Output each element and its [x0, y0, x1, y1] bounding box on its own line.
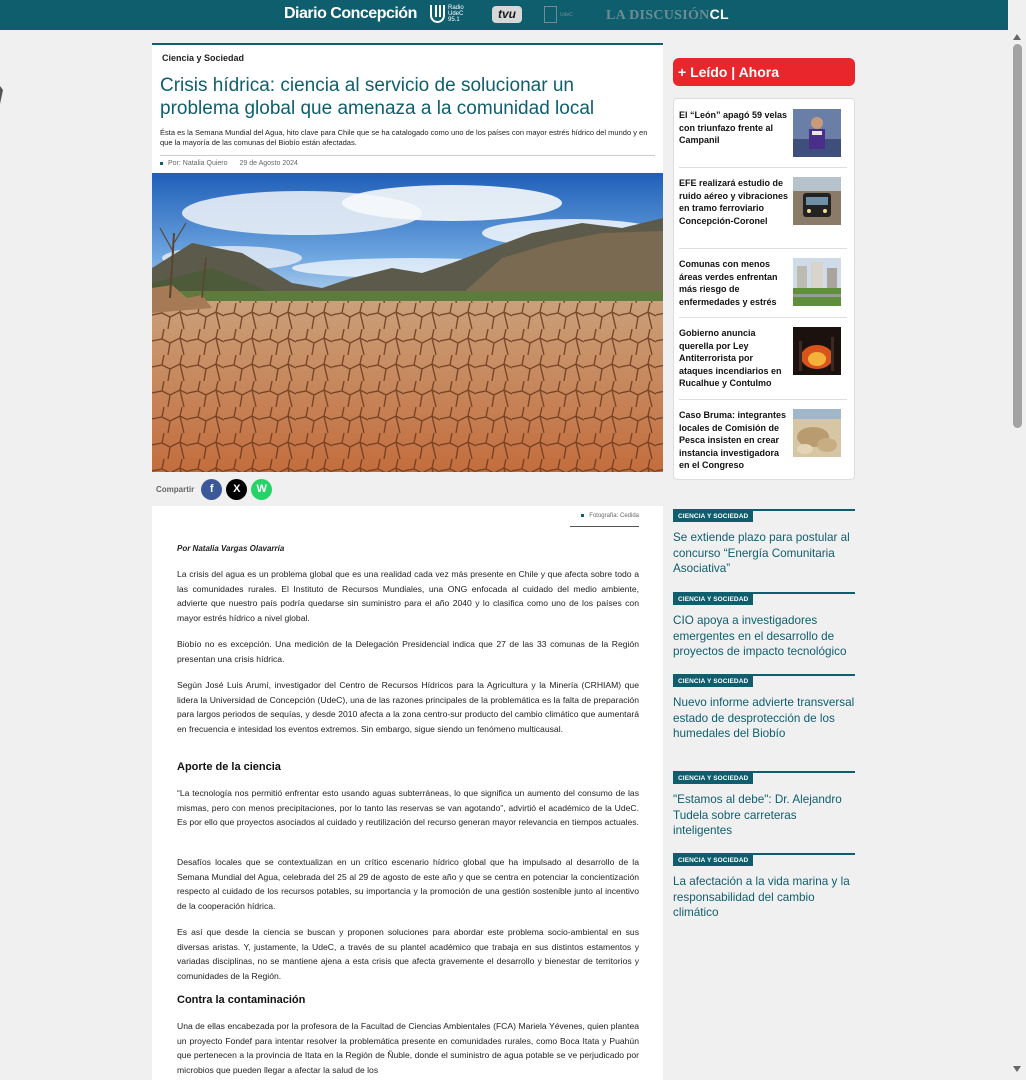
soccer-player-thumbnail-icon[interactable]: [793, 109, 841, 157]
article-title: Crisis hídrica: ciencia al servicio de solucionar un problema global que amenaza a la comunidad local: [160, 75, 595, 119]
paragraph-1: La crisis del agua es un problema global que es una realidad cada vez más presente en Chile y que afecta sobre todo a las comunidades rurales. El Instituto de Recursos Mundiales, una ONG enfocada al cuidado del medio ambiente, advierte que nuestro país podría quedarse sin suministro para el año 2040 y lo clasifica como uno de los países con mayor estrés hídrico a nivel global.: [177, 569, 639, 623]
related-article-card[interactable]: [673, 509, 855, 584]
la-discusion-logo[interactable]: [606, 6, 729, 24]
most-read-item-title[interactable]: EFE realizará estudio de ruido aéreo y vibraciones en tramo ferroviario Concepción-Coronel: [679, 178, 789, 226]
facebook-share-icon[interactable]: f: [201, 479, 222, 500]
la-discusion-cl-label: CL: [709, 6, 729, 22]
mouse-cursor-icon: [0, 86, 3, 104]
category-tag[interactable]: CIENCIA Y SOCIEDAD: [673, 855, 753, 866]
related-article-title[interactable]: La afectación a la vida marina y la responsabilidad del cambio climático: [673, 875, 850, 919]
article-body: [152, 506, 663, 1080]
subheading-aporte: Aporte de la ciencia: [177, 761, 281, 773]
category-tag[interactable]: CIENCIA Y SOCIEDAD: [673, 511, 753, 522]
article-header: [152, 43, 663, 173]
diario-concepcion-logo[interactable]: Diario Concepción: [284, 5, 417, 22]
paragraph-7: Una de ellas encabezada por la profesora de la Facultad de Ciencias Ambientales (FCA) Mariela Yévenes, quien plantea un proyecto Fondef para intentar resolver la problemática presente en comunidades rurales, como Boca Itata y Puahún que pertenecen a la provincia de Itata en la Región de Ñuble, donde el suministro de agua potable se ve perjudicado por microbios que pueden llegar a afectar la salud de los: [177, 1021, 639, 1075]
city-park-thumbnail-icon[interactable]: [793, 258, 841, 306]
related-article-title[interactable]: Nuevo informe advierte transversal estado de desprotección de los humedales del Biobío: [673, 696, 855, 740]
paragraph-6: Es así que desde la ciencia se buscan y proponen soluciones para abordar este problema socio-ambiental en sus diversas aristas. Y, justamente, la UdeC, a través de su plantel académico que trabaja en sus distintos estamentos y variadas disciplinas, no se mantiene ajena a esta crisis que afecta gravemente el desarrollo y bienestar de territorios y comunidades de la Región.: [177, 927, 639, 981]
most-read-header[interactable]: + Leído | Ahora: [673, 58, 855, 86]
shells-thumbnail-image: [793, 409, 841, 457]
bullet-square-icon: [581, 514, 584, 517]
related-article-title[interactable]: Se extiende plazo para postular al concurso “Energía Comunitaria Asociativa”: [673, 531, 850, 575]
hero-image-drought-landscape: [152, 173, 663, 472]
related-article-title[interactable]: CIO apoya a investigadores emergentes en el desarrollo de proyectos de impacto tecnológico: [673, 614, 847, 658]
divider: [679, 399, 847, 400]
section-label[interactable]: Ciencia y Sociedad: [162, 53, 245, 63]
scroll-down-arrow-icon[interactable]: [1013, 1066, 1021, 1072]
divider: [570, 526, 639, 527]
train-thumbnail-image: [793, 177, 841, 225]
udec-shield-icon: [544, 6, 557, 23]
train-thumbnail-icon[interactable]: [793, 177, 841, 225]
paragraph-3: Según José Luis Arumí, investigador del Centro de Recursos Hídricos para la Agricultura y la Minería (CRHIAM) que lidera la Universidad de Concepción (UdeC), una de las razones principales de la problemática es la falta de preparación para largos periodos de sequías, y desde 2010 afecta a la zona centro-sur producto del cambio climático que aumentará en frecuencia e intesidad los eventos extremos. Sin embargo, sigue siendo un fenómeno multicausal.: [177, 680, 639, 734]
author-meta-text: Por: Natalia Quiero: [168, 160, 228, 167]
la-discusion-label: LA DISCUSIÓN: [606, 8, 710, 23]
radio-udec-label: Radio UdeC 95.1: [448, 5, 464, 23]
scrollbar-thumb[interactable]: [1013, 44, 1022, 428]
top-navigation-bar: [0, 0, 1008, 30]
x-share-icon[interactable]: X: [226, 479, 247, 500]
drought-landscape-illustration: [152, 173, 663, 472]
radio-udec-logo[interactable]: [430, 5, 470, 23]
divider: [679, 317, 847, 318]
category-tag[interactable]: CIENCIA Y SOCIEDAD: [673, 676, 753, 687]
most-read-item-title[interactable]: Gobierno anuncia querella por Ley Antiterrorista por ataques incendiarios en Rucalhue y Contulmo: [679, 328, 782, 388]
related-article-card[interactable]: [673, 674, 855, 764]
radio-udec-icon: [430, 5, 445, 23]
most-read-list: [673, 98, 855, 480]
article-lead: Ésta es la Semana Mundial del Agua, hito clave para Chile que se ha catalogado como uno de los países con mayor estrés hídrico del mundo y en que la mayoría de las comunas del Biobío están afectadas.: [160, 128, 648, 147]
author-meta: [160, 160, 228, 167]
most-read-item-title[interactable]: Comunas con menos áreas verdes enfrentan más riesgo de enfermedades y estrés: [679, 259, 778, 307]
divider: [679, 248, 847, 249]
paragraph-4: “La tecnología nos permitió enfrentar esto usando aguas subterráneas, lo que significa un aumento del consumo de las mismas, pero con menos precipitaciones, por lo tanto las reservas se van agotando”, advirtió el académico de la UdeC. Es por ello que proyectos asociados al cuidado y reutilización del recurso generan mayor relevancia en tiempos actuales.: [177, 788, 639, 828]
bullet-square-icon: [160, 162, 163, 165]
related-article-card[interactable]: [673, 853, 855, 928]
whatsapp-share-icon[interactable]: W: [251, 479, 272, 500]
divider: [160, 155, 655, 156]
most-read-item-title[interactable]: Caso Bruma: integrantes locales de Comisión de Pesca insisten en crear instancia investigadora en el Congreso: [679, 410, 787, 470]
share-label: Compartir: [156, 485, 195, 494]
category-tag[interactable]: CIENCIA Y SOCIEDAD: [673, 773, 753, 784]
paragraph-2: Biobío no es excepción. Una medición de la Delegación Presidencial indica que 27 de las 33 comunas de la Región presentan una crisis hídrica.: [177, 639, 639, 664]
related-article-card[interactable]: [673, 592, 855, 667]
related-article-card[interactable]: [673, 771, 855, 846]
most-read-item-title[interactable]: El “León” apagó 59 velas con triunfazo frente al Campanil: [679, 110, 788, 145]
shells-thumbnail-icon[interactable]: [793, 409, 841, 457]
article-meta: [160, 160, 298, 167]
photo-credit: [581, 513, 639, 519]
subheading-contaminacion: Contra la contaminación: [177, 994, 306, 1006]
byline: Por Natalia Vargas Olavarría: [177, 544, 285, 553]
tvu-logo[interactable]: tvu: [492, 6, 522, 23]
related-article-title[interactable]: "Estamos al debe": Dr. Alejandro Tudela sobre carreteras inteligentes: [673, 793, 842, 837]
article-date: 29 de Agosto 2024: [239, 160, 298, 167]
vertical-scrollbar[interactable]: [1008, 30, 1026, 1080]
share-bar: [156, 479, 272, 500]
fire-thumbnail-image: [793, 327, 841, 375]
udec-label: UdeC: [560, 11, 573, 18]
paragraph-5: Desafíos locales que se contextualizan en un crítico escenario hídrico global que ha impulsado al desarrollo de la Semana Mundial del Agua, celebrada del 25 al 29 de agosto de este año y que se centra en potenciar la concientización respecto al cuidado de los recursos potables, su importancia y la promoción de una gestión sostenible junto al incentivo de la cooperación hídrica.: [177, 857, 639, 911]
category-tag[interactable]: CIENCIA Y SOCIEDAD: [673, 594, 753, 605]
divider: [679, 167, 847, 168]
city-park-thumbnail-image: [793, 258, 841, 306]
photo-credit-text: Fotografía: Cedida: [589, 513, 639, 519]
soccer-thumbnail-image: [793, 109, 841, 157]
scroll-up-arrow-icon[interactable]: [1013, 34, 1021, 40]
udec-logo[interactable]: [544, 6, 573, 23]
fire-thumbnail-icon[interactable]: [793, 327, 841, 375]
